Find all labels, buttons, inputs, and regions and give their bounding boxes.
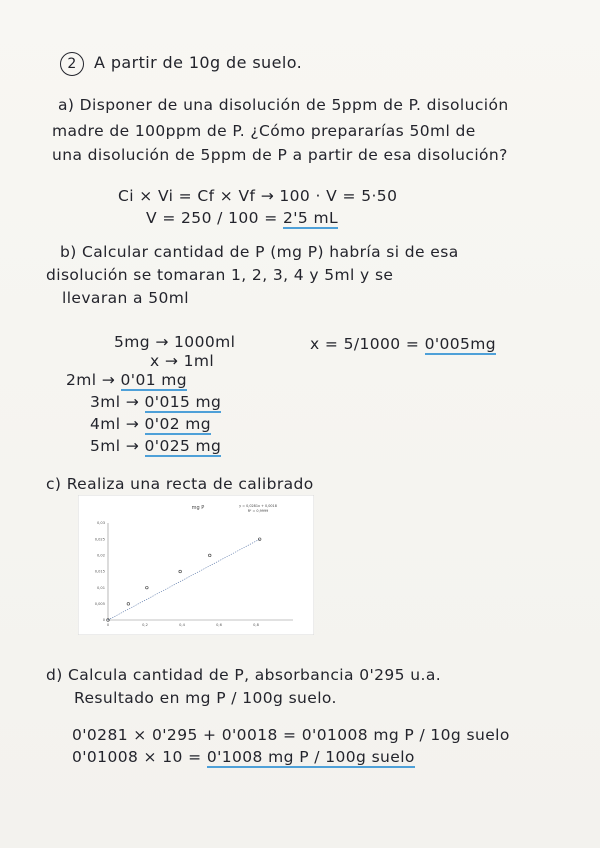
chart-y-tick-label: 0 bbox=[102, 618, 105, 623]
part-d-line-1: d) Calcula cantidad de P, absorbancia 0'295 u.a. bbox=[46, 666, 442, 684]
chart-x-tick-label: 0,4 bbox=[179, 623, 185, 627]
chart-y-tick-label: 0,015 bbox=[94, 569, 105, 574]
part-b-rule-2: x → 1ml bbox=[150, 352, 215, 370]
part-c-line: c) Realiza una recta de calibrado bbox=[46, 475, 314, 493]
part-d-result: 0'1008 mg P / 100g suelo bbox=[206, 748, 415, 766]
part-d-line-2: Resultado en mg P / 100g suelo. bbox=[74, 689, 337, 707]
part-b-result-label: 5ml → bbox=[90, 437, 145, 455]
part-b-result-row bbox=[90, 393, 221, 411]
part-a-line-3: una disolución de 5ppm de P a partir de esa disolución? bbox=[52, 146, 508, 164]
part-a-equation-1: Ci × Vi = Cf × Vf → 100 · V = 5·50 bbox=[118, 187, 398, 205]
exercise-title: A partir de 10g de suelo. bbox=[94, 53, 303, 72]
part-b-result-row bbox=[90, 437, 221, 455]
part-a-line-1: a) Disponer de una disolución de 5ppm de P. disolución bbox=[58, 96, 509, 114]
part-d-calc-2-prefix: 0'01008 × 10 = bbox=[72, 748, 207, 766]
chart-y-tick-label: 0,02 bbox=[96, 553, 105, 558]
exercise-header bbox=[60, 52, 302, 76]
chart-equation: y = 0,0281x + 0,0018 bbox=[239, 504, 277, 508]
part-b-result-value: 0'025 mg bbox=[144, 437, 222, 455]
part-b-x-calc bbox=[310, 335, 496, 353]
calibration-chart bbox=[78, 495, 314, 635]
chart-frame bbox=[78, 495, 314, 635]
part-b-result-label: 3ml → bbox=[90, 393, 145, 411]
chart-x-tick-label: 0,2 bbox=[142, 623, 148, 627]
part-b-x-prefix: x = 5/1000 = bbox=[310, 335, 425, 353]
part-b-result-value: 0'02 mg bbox=[144, 415, 212, 433]
part-b-line-1: b) Calcular cantidad de P (mg P) habría si de esa bbox=[60, 243, 459, 261]
chart-x-tick-label: 0,6 bbox=[216, 623, 222, 627]
chart-x-tick-label: 0 bbox=[106, 623, 110, 627]
part-a-line-2: madre de 100ppm de P. ¿Cómo prepararías 50ml de bbox=[52, 122, 476, 140]
exercise-number: 2 bbox=[60, 52, 84, 76]
chart-title: mg P bbox=[191, 505, 205, 511]
chart-y-tick-label: 0,01 bbox=[96, 585, 105, 590]
part-b-result-value: 0'015 mg bbox=[144, 393, 222, 411]
chart-y-tick-label: 0,005 bbox=[94, 602, 105, 607]
part-b-result-label: 4ml → bbox=[90, 415, 145, 433]
part-b-result-value: 0'01 mg bbox=[120, 371, 188, 389]
part-d-calc-1: 0'0281 × 0'295 + 0'0018 = 0'01008 mg P / 10g suelo bbox=[72, 726, 510, 744]
chart-y-tick-label: 0,03 bbox=[96, 521, 105, 526]
part-b-x-result: 0'005mg bbox=[424, 335, 497, 353]
chart-r-squared: R² = 0,9999 bbox=[247, 509, 269, 513]
chart-x-tick-label: 0,8 bbox=[253, 623, 259, 627]
part-b-result-row bbox=[90, 415, 211, 433]
part-b-result-label: 2ml → bbox=[66, 371, 121, 389]
part-d-calc-2 bbox=[72, 748, 415, 766]
part-b-rule-1: 5mg → 1000ml bbox=[114, 333, 236, 351]
part-b-line-2: disolución se tomaran 1, 2, 3, 4 y 5ml y se bbox=[46, 266, 394, 284]
chart-y-tick-label: 0,025 bbox=[94, 537, 105, 542]
part-a-equation-2 bbox=[146, 209, 338, 227]
part-b-line-3: llevaran a 50ml bbox=[62, 289, 189, 307]
part-a-equation-2-prefix: V = 250 / 100 = bbox=[146, 209, 283, 227]
part-a-result: 2'5 mL bbox=[282, 209, 338, 227]
part-b-result-row bbox=[66, 371, 187, 389]
